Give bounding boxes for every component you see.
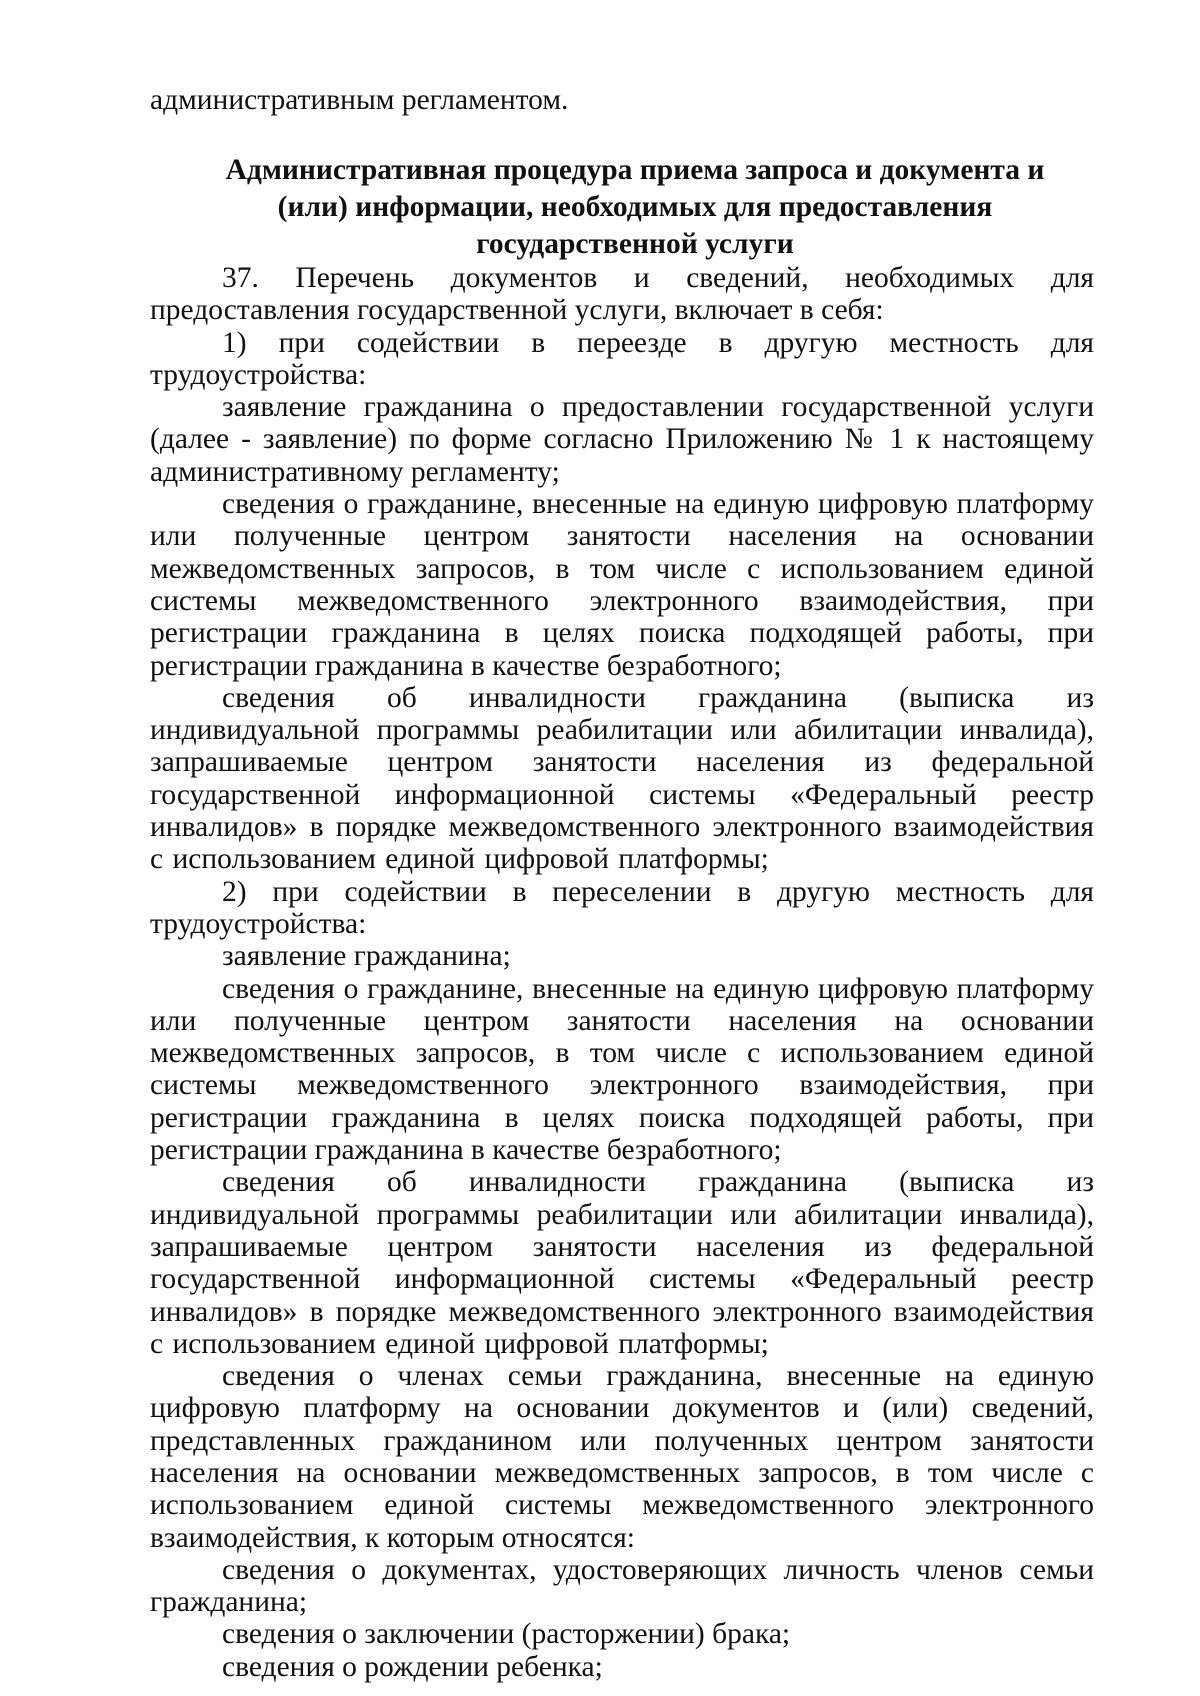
paragraph-birth: сведения о рождении ребенка; (222, 1650, 603, 1683)
continuation-line (150, 84, 1094, 116)
paragraph-citizen-info-1: сведения о гражданине, внесенные на единую цифровую платформу или полученные центром занятости населения на основании межведомственных запросов, в том числе с использованием единой системы межведомственного электронного взаимодействия, при регистрации гражданина в целях поиска подходящей работы, при регистрации гражданина в качестве безработного; (150, 488, 1094, 682)
paragraph-identity-docs: сведения о документах, удостоверяющих личность членов семьи гражданина; (150, 1553, 1094, 1619)
paragraph-citizen-application: заявление гражданина; (222, 940, 511, 973)
paragraph-37: 37. Перечень документов и сведений, необходимых для предоставления государственной услуги, включает в себя: (150, 262, 1094, 327)
paragraph-disability-info-1: сведения об инвалидности гражданина (выписка из индивидуальной программы реабилитации или абилитации инвалида), запрашиваемые центром занятости населения из федеральной государственной информационной системы «Федеральный реестр инвалидов» в порядке межведомственного электронного взаимодействия с использованием единой цифровой платформы; (150, 681, 1094, 876)
item-1-heading: 1) при содействии в переезде в другую местность для трудоустройства: (150, 326, 1094, 391)
section-heading: Административная процедура приема запроса и документа и (или) информации, необходимых для предоставления государственной услуги (225, 154, 1045, 260)
continuation-text: административным регламентом. (150, 84, 569, 116)
body-text (150, 262, 1094, 1683)
paragraph-application: заявление гражданина о предоставлении государственной услуги (далее - заявление) по форме согласно Приложению № 1 к настоящему административному регламенту; (150, 391, 1094, 488)
paragraph-disability-info-2: сведения об инвалидности гражданина (выписка из индивидуальной программы реабилитации или абилитации инвалида), запрашиваемые центром занятости населения из федеральной государственной информационной системы «Федеральный реестр инвалидов» в порядке межведомственного электронного взаимодействия с использованием единой цифровой платформы; (150, 1166, 1094, 1360)
item-2-heading: 2) при содействии в переселении в другую местность для трудоустройства: (150, 875, 1094, 940)
paragraph-citizen-info-2: сведения о гражданине, внесенные на единую цифровую платформу или полученные центром занятости населения на основании межведомственных запросов, в том числе с использованием единой системы межведомственного электронного взаимодействия, при регистрации гражданина в целях поиска подходящей работы, при регистрации гражданина в качестве безработного; (150, 972, 1094, 1167)
paragraph-marriage: сведения о заключении (расторжении) брака; (222, 1618, 791, 1651)
paragraph-family-info: сведения о членах семьи гражданина, внесенные на единую цифровую платформу на основании документов и (или) сведений, представленных гражданином или полученных центром занятости населения на основании межведомственных запросов, в том числе с использованием единой системы межведомственного электронного взаимодействия, к которым относятся: (150, 1360, 1094, 1554)
